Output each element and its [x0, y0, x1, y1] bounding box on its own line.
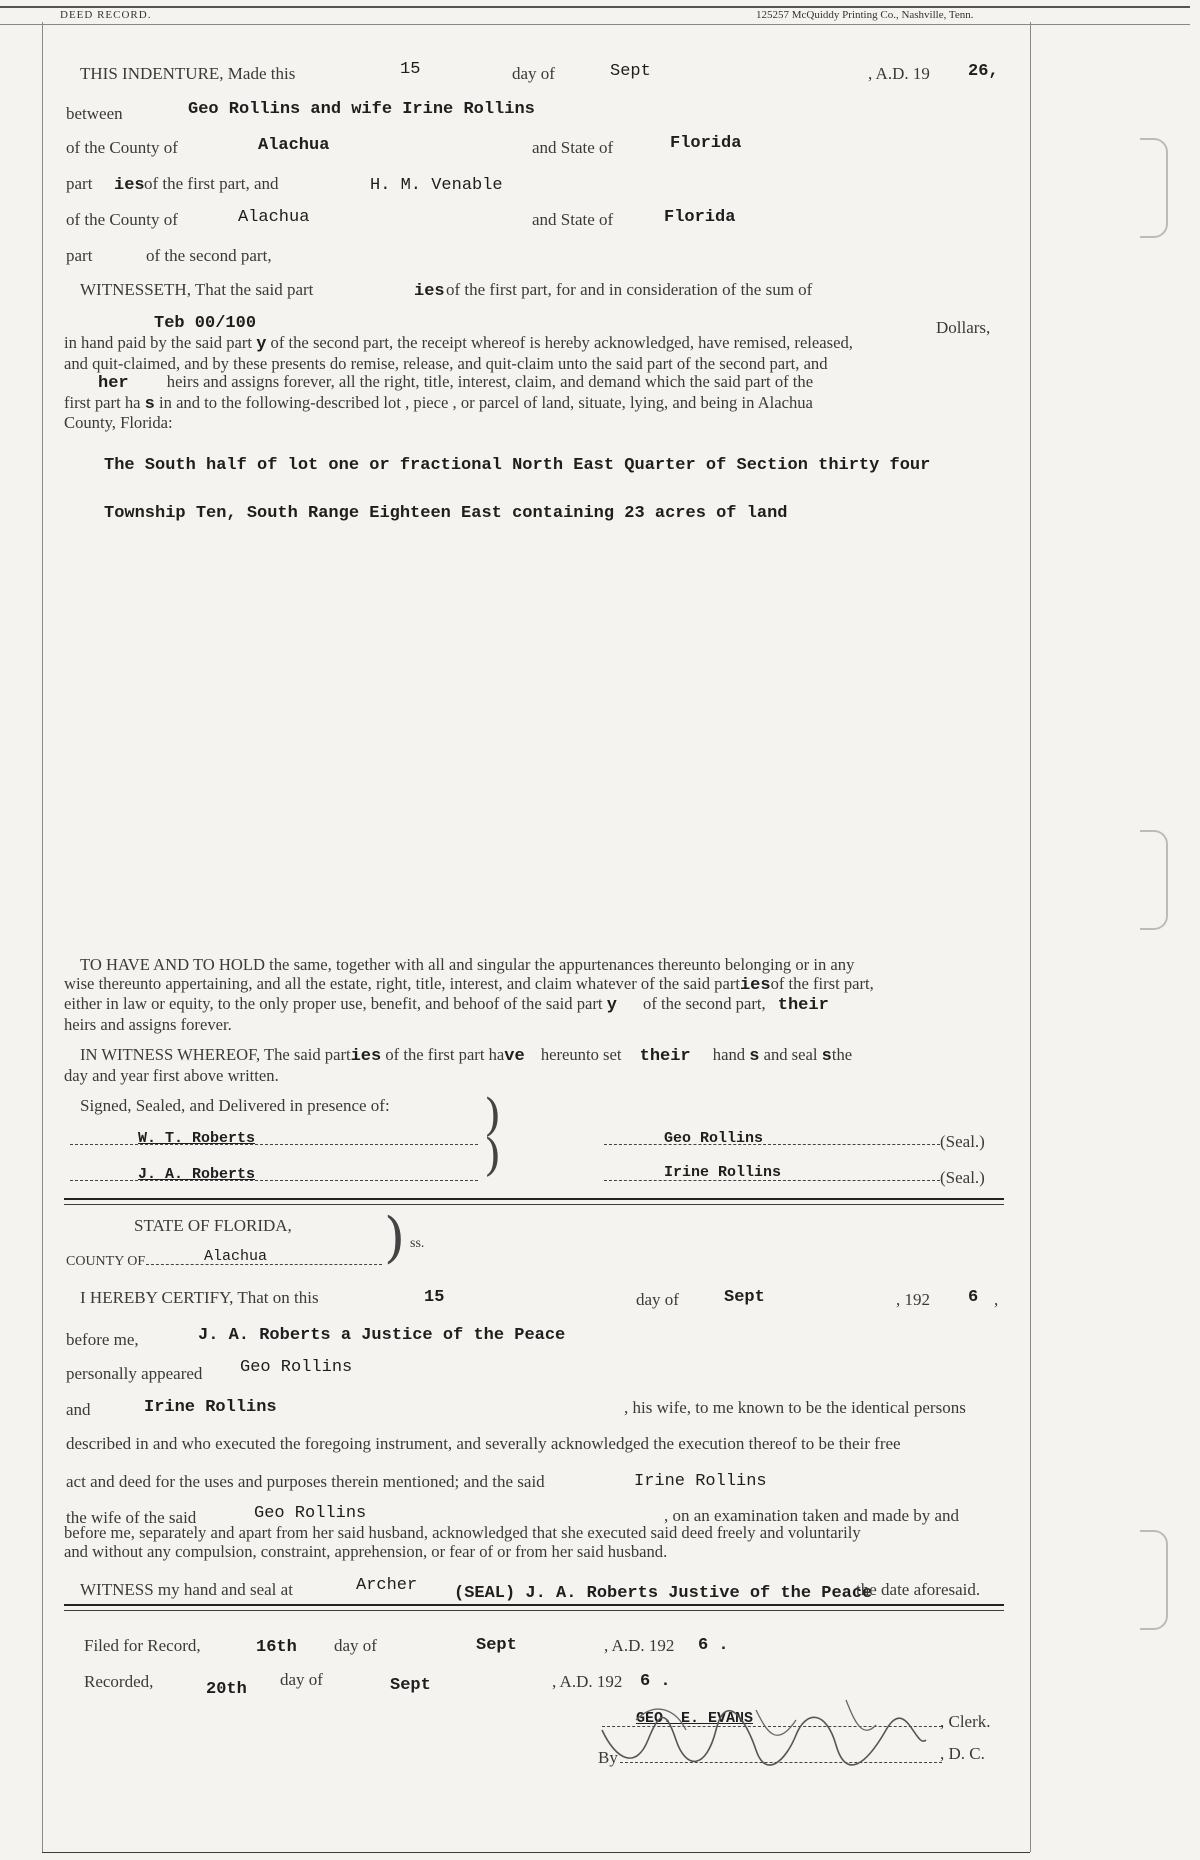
w-line3-b: of the second part, the receipt whereof is hereby acknowledged, have remised, released,: [270, 333, 853, 352]
certify-comma: ,: [994, 1290, 999, 1309]
part-label-1: part: [66, 174, 93, 193]
filed-month: Sept: [476, 1636, 517, 1655]
ack-paragraph: [64, 1524, 1004, 1561]
filed-day-of: day of: [334, 1636, 377, 1655]
clerk-value: GEO. E. EVANS: [636, 1710, 754, 1727]
witness2-line: [70, 1180, 478, 1181]
wife-of-value: Geo Rollins: [254, 1504, 367, 1523]
dc-label: , D. C.: [940, 1744, 985, 1763]
w-line5-b: heirs and assigns forever, all the right, title, interest, claim, and demand which the said part of the: [166, 372, 814, 392]
h-line3-value: their: [777, 996, 829, 1016]
header-left: DEED RECORD.: [60, 9, 152, 21]
w-line4: and quit-claimed, and by these presents do remise, release, and quit-claim unto the said part of the second part, and: [64, 353, 828, 373]
w-line6-suffix: s: [144, 394, 155, 414]
grantor2-name: Irine Rollins: [664, 1164, 782, 1181]
wife-text: , his wife, to me known to be the identical persons: [624, 1398, 966, 1417]
witness1-line: [70, 1144, 478, 1145]
signed-sealed: Signed, Sealed, and Delivered in presence of:: [80, 1096, 390, 1115]
between-value: Geo Rollins and wife Irine Rollins: [188, 100, 535, 119]
certify-day-of: day of: [636, 1290, 679, 1309]
grantee-value: H. M. Venable: [370, 176, 503, 195]
description-line-1: The South half of lot one or fractional North East Quarter of Section thirty four: [104, 456, 931, 475]
county-value-1: Alachua: [258, 136, 330, 155]
iw-a: IN WITNESS WHEREOF, The said part: [80, 1045, 351, 1064]
state-of-florida: STATE OF FLORIDA,: [134, 1216, 292, 1235]
iw-f: the: [831, 1045, 853, 1064]
indenture-month: Sept: [610, 62, 651, 81]
w-line6-b: in and to the following-described lot , piece , or parcel of land, situate, lying, and being in Alachua: [159, 392, 813, 412]
w-line3-a: in hand paid by the said part: [64, 333, 253, 352]
header-bar: [0, 6, 1190, 25]
witnesseth-a: WITNESSETH, That the said part: [80, 280, 314, 299]
deputy-clerk-signature: [596, 1690, 946, 1780]
h-line3-b: of the second part,: [643, 994, 766, 1014]
ack-line-c: and without any compulsion, constraint, apprehension, or fear of or from her said husband.: [64, 1541, 668, 1561]
iw-e: and seal: [763, 1045, 818, 1064]
indenture-day-of: day of: [512, 64, 555, 83]
h-line2-suffix: ies: [739, 975, 771, 995]
indenture-day: 15: [400, 60, 421, 79]
brace-bottom: ): [484, 1130, 502, 1181]
h-line2-b: of the first part,: [770, 973, 874, 993]
iw-suffix2: ve: [504, 1047, 525, 1066]
indenture-label: THIS INDENTURE, Made this: [80, 64, 296, 83]
amount-value: Teb 00/100: [154, 314, 257, 333]
h-line3-suffix: y: [606, 996, 617, 1016]
w-line7: County, Florida:: [64, 413, 173, 433]
h-line1: TO HAVE AND TO HOLD the same, together with all and singular the appurtenances thereunto belonging or in any: [80, 955, 855, 974]
county-value-2: Alachua: [238, 208, 310, 227]
grantor1-name: Geo Rollins: [664, 1130, 764, 1147]
date-aforesaid: the date aforesaid.: [856, 1580, 981, 1599]
witness-value: (SEAL) J. A. Roberts Justive of the Peace: [454, 1584, 873, 1603]
ss-brace: ): [384, 1206, 406, 1269]
before-me-value: J. A. Roberts a Justice of the Peace: [198, 1326, 566, 1345]
ss-label: ss.: [410, 1236, 425, 1251]
w-line5-value: her: [98, 374, 129, 394]
brace-top: ): [484, 1090, 502, 1141]
recorded-day-of: day of: [280, 1670, 323, 1689]
act-text: act and deed for the uses and purposes therein mentioned; and the said: [66, 1472, 545, 1491]
second-part: of the second part,: [146, 246, 272, 265]
appeared-value: Geo Rollins: [240, 1358, 353, 1377]
h-line4: heirs and assigns forever.: [64, 1014, 232, 1034]
part-label-2: part: [66, 246, 93, 265]
separator-thick-1: [64, 1198, 1004, 1200]
witness2-name: J. A. Roberts: [138, 1166, 256, 1183]
grantor1-line: [604, 1144, 940, 1145]
iw-suffix3: s: [749, 1047, 760, 1066]
witness-hand-label: WITNESS my hand and seal at: [80, 1580, 293, 1599]
by-label: By: [598, 1748, 618, 1767]
certify-year: 6: [968, 1288, 979, 1307]
separator-thick-2: [64, 1604, 1004, 1606]
county-of-label: COUNTY OF: [66, 1254, 146, 1269]
left-margin-line: [42, 22, 43, 1852]
witness1-name: W. T. Roberts: [138, 1130, 256, 1147]
iw-c: hereunto set: [540, 1045, 622, 1064]
separator-thin-1: [64, 1204, 1004, 1205]
certify-month: Sept: [724, 1288, 765, 1307]
state-value-1: Florida: [670, 134, 742, 153]
filed-ad: , A.D. 192: [604, 1636, 675, 1655]
binder-ring-middle: [1140, 830, 1168, 930]
ack-line-b: before me, separately and apart from her said husband, acknowledged that she executed said deed freely and voluntarily: [64, 1523, 861, 1542]
indenture-year: 26,: [968, 62, 999, 81]
in-witness-paragraph: [64, 1046, 1004, 1085]
binder-ring-bottom: [1140, 1530, 1168, 1630]
iw-b: of the first part ha: [385, 1045, 505, 1064]
county-label-2: of the County of: [66, 210, 178, 229]
certify-label: I HEREBY CERTIFY, That on this: [80, 1288, 319, 1307]
clerk-label: , Clerk.: [940, 1712, 991, 1731]
iw-suffix1: ies: [350, 1047, 382, 1066]
indenture-ad: , A.D. 19: [868, 64, 930, 83]
header-right: 125257 McQuiddy Printing Co., Nashville, Tenn.: [756, 9, 974, 21]
exam-text: , on an examination taken and made by and: [664, 1506, 960, 1525]
consideration-paragraph: [64, 334, 998, 433]
and-value: Irine Rollins: [144, 1398, 277, 1417]
described-text: described in and who executed the foregoing instrument, and severally acknowledged the execution thereof to be their free: [66, 1434, 901, 1453]
between-label: between: [66, 104, 123, 123]
h-line3-a: either in law or equity, to the only proper use, benefit, and behoof of the said part: [64, 994, 603, 1014]
description-line-2: Township Ten, South Range Eighteen East containing 23 acres of land: [104, 504, 788, 523]
habendum-paragraph: [64, 956, 998, 1034]
act-value: Irine Rollins: [634, 1472, 767, 1491]
filed-day: 16th: [256, 1638, 297, 1657]
recorded-ad: , A.D. 192: [552, 1672, 623, 1691]
bottom-margin-line: [42, 1852, 1030, 1853]
seal-1: (Seal.): [940, 1132, 985, 1151]
state-value-2: Florida: [664, 208, 736, 227]
county-label-1: of the County of: [66, 138, 178, 157]
filed-year: 6 .: [698, 1636, 729, 1655]
iw-d: hand: [712, 1045, 746, 1064]
certify-day: 15: [424, 1288, 445, 1307]
first-part-and: of the first part, and: [144, 174, 279, 193]
and-label: and: [66, 1400, 91, 1419]
county-of-value: Alachua: [204, 1248, 268, 1265]
recorded-year: 6 .: [640, 1672, 671, 1691]
iw-suffix4: s: [821, 1047, 832, 1066]
part-suffix-1: ies: [114, 176, 145, 195]
filed-label: Filed for Record,: [84, 1636, 201, 1655]
witness-place: Archer: [356, 1576, 418, 1595]
wife-of-label: the wife of the said: [66, 1508, 197, 1527]
state-label-1: and State of: [532, 138, 614, 157]
certify-year-label: , 192: [896, 1290, 930, 1309]
seal-2: (Seal.): [940, 1168, 985, 1187]
w-line3-suffix: y: [256, 335, 267, 354]
appeared-label: personally appeared: [66, 1364, 203, 1383]
binder-ring-top: [1140, 138, 1168, 238]
state-label-2: and State of: [532, 210, 614, 229]
recorded-day: 20th: [206, 1680, 247, 1699]
h-line2-a: wise thereunto appertaining, and all the estate, right, title, interest, and claim whatever of the said part: [64, 973, 740, 993]
before-me-label: before me,: [66, 1330, 139, 1349]
recorded-month: Sept: [390, 1676, 431, 1695]
iw-value: their: [639, 1047, 691, 1066]
right-margin-line: [1030, 22, 1031, 1852]
witnesseth-suffix: ies: [414, 282, 445, 301]
iw-line2: day and year first above written.: [64, 1065, 279, 1085]
separator-thin-2: [64, 1610, 1004, 1611]
w-line6-a: first part ha: [64, 392, 141, 412]
witnesseth-b: of the first part, for and in consideration of the sum of: [446, 280, 813, 299]
recorded-label: Recorded,: [84, 1672, 154, 1691]
dollars-label: Dollars,: [936, 318, 991, 337]
